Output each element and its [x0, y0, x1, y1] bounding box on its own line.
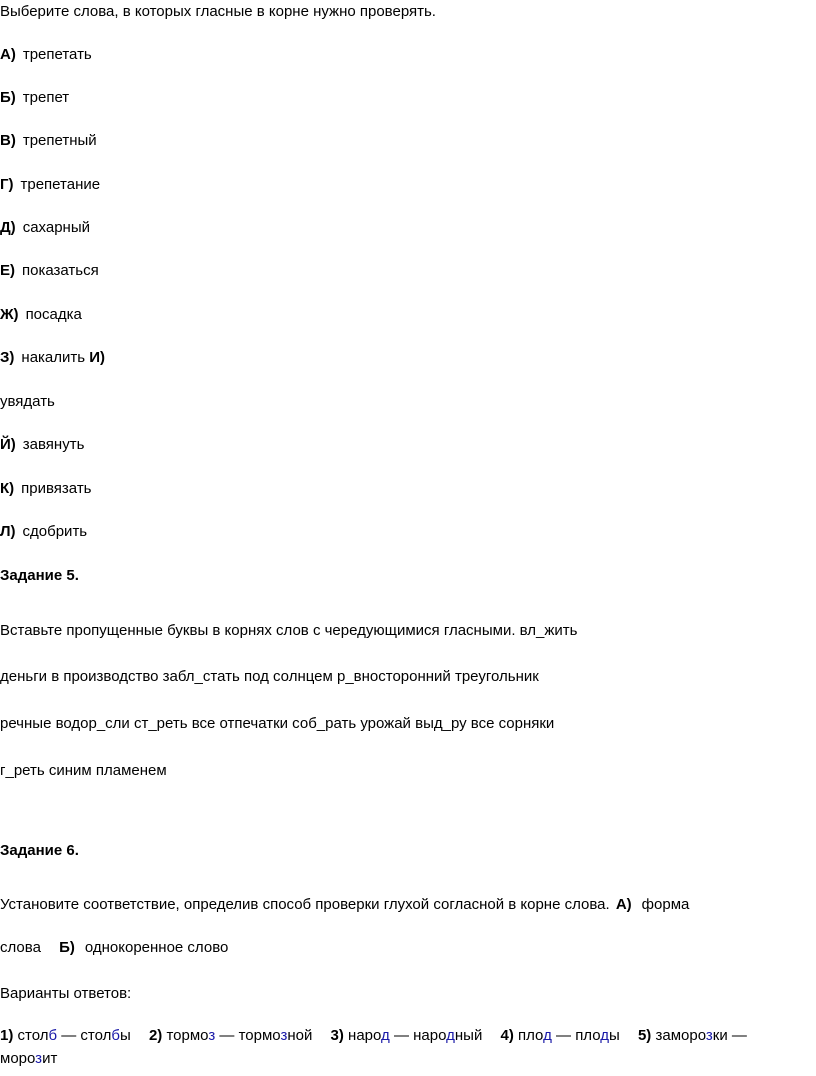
- option-letter: А): [0, 46, 16, 63]
- word-part: ит: [42, 1050, 58, 1067]
- option-letter: Л): [0, 523, 16, 540]
- option-word: трепет: [22, 89, 70, 106]
- option-letter: Ж): [0, 306, 19, 323]
- word-part: ы: [119, 1027, 131, 1044]
- answer-2: [149, 1027, 312, 1044]
- highlight-letter: з: [208, 1027, 216, 1044]
- option-e: [0, 261, 99, 281]
- highlight-letter: з: [280, 1027, 288, 1044]
- task4-question: Выберите слова, в которых гласные в корне нужно проверять.: [0, 3, 436, 20]
- option-z: [0, 348, 105, 368]
- word-part: стол: [17, 1027, 49, 1044]
- answer-number: 5): [637, 1027, 652, 1044]
- option-zh: [0, 305, 82, 325]
- word-part: ки: [712, 1027, 728, 1044]
- option-letter: Г): [0, 176, 14, 193]
- word-part: тормо: [238, 1027, 281, 1044]
- option-word: сдобрить: [22, 523, 88, 540]
- option-v: [0, 131, 97, 151]
- word-part: моро: [0, 1050, 36, 1067]
- option-letter: З): [0, 349, 15, 366]
- answer-number: 1): [0, 1027, 14, 1044]
- word-part: пло: [518, 1027, 544, 1044]
- word-part: ы: [609, 1027, 620, 1044]
- answer-number: 2): [148, 1027, 163, 1044]
- highlight-letter: д: [543, 1027, 552, 1044]
- option-d: [0, 218, 90, 238]
- task5-line-4: г_реть синим пламенем: [0, 762, 167, 779]
- option-word: трепетание: [20, 176, 101, 193]
- dash: —: [215, 1027, 239, 1044]
- option-k: [0, 479, 92, 499]
- word-part: ной: [287, 1027, 313, 1044]
- option-g: [0, 175, 100, 195]
- option-b-text: однокоренное слово: [84, 939, 229, 956]
- option-word: сахарный: [22, 219, 90, 236]
- option-letter: Б): [0, 89, 16, 106]
- task5-line-1: Вставьте пропущенные буквы в корнях слов с чередующимися гласными. вл_жить: [0, 622, 578, 639]
- option-letter: Д): [0, 219, 16, 236]
- highlight-letter: з: [705, 1027, 713, 1044]
- task5-title: Задание 5.: [0, 567, 79, 584]
- word-part: стол: [80, 1027, 112, 1044]
- instruction-text: Установите соответствие, определив способ проверки глухой согласной в корне слова.: [0, 896, 610, 913]
- option-word: накалить: [21, 349, 86, 366]
- option-letter: Е): [0, 262, 15, 279]
- answer-number: 4): [500, 1027, 514, 1044]
- option-b: [0, 88, 69, 108]
- option-word: показаться: [22, 262, 99, 279]
- option-word: привязать: [21, 480, 92, 497]
- task5-line-3: речные водор_сли ст_реть все отпечатки соб_рать урожай выд_ру все сорняки: [0, 715, 555, 732]
- word-part: наро: [348, 1027, 382, 1044]
- answer-5: [638, 1027, 747, 1044]
- answer-4: [501, 1027, 620, 1044]
- highlight-letter: б: [111, 1027, 120, 1044]
- option-word: трепетный: [22, 132, 97, 149]
- word-part: тормо: [166, 1027, 209, 1044]
- word-part: ный: [454, 1027, 483, 1044]
- option-a: [0, 45, 92, 65]
- highlight-letter: д: [381, 1027, 390, 1044]
- highlight-letter: з: [35, 1050, 43, 1067]
- highlight-letter: б: [48, 1027, 58, 1044]
- word-part: заморо: [655, 1027, 706, 1044]
- option-letter: В): [0, 132, 16, 149]
- option-i-word: увядать: [0, 393, 55, 410]
- dash: —: [389, 1027, 414, 1044]
- option-b-letter: Б): [59, 939, 75, 956]
- task6-options-line: [0, 938, 228, 958]
- option-a-text: форма: [641, 896, 690, 913]
- option-letter: К): [0, 480, 15, 497]
- answer-1: [0, 1027, 131, 1044]
- highlight-letter: д: [600, 1027, 610, 1044]
- option-j: [0, 435, 84, 455]
- task6-instruction: [0, 895, 689, 915]
- option-a-text-cont: слова: [0, 939, 41, 956]
- option-l: [0, 522, 87, 542]
- variants-label: Варианты ответов:: [0, 985, 132, 1002]
- task6-title: Задание 6.: [0, 842, 79, 859]
- answer-number: 3): [330, 1027, 344, 1044]
- task5-line-2: деньги в производство забл_стать под солнцем р_вносторонний треугольник: [0, 668, 539, 685]
- option-a-letter: А): [615, 896, 632, 913]
- answer-3: [331, 1027, 483, 1044]
- word-part: пло: [575, 1027, 601, 1044]
- option-word: трепетать: [22, 46, 92, 63]
- answers-line: [0, 1026, 747, 1046]
- option-letter: Й): [0, 436, 16, 453]
- dash: —: [727, 1027, 747, 1044]
- dash: —: [57, 1027, 81, 1044]
- word-part: наро: [413, 1027, 447, 1044]
- option-letter: И): [89, 349, 106, 366]
- dash: —: [551, 1027, 576, 1044]
- option-word: завянуть: [22, 436, 85, 453]
- option-word: посадка: [25, 306, 82, 323]
- highlight-letter: д: [446, 1027, 455, 1044]
- answers-line-cont: [0, 1049, 57, 1069]
